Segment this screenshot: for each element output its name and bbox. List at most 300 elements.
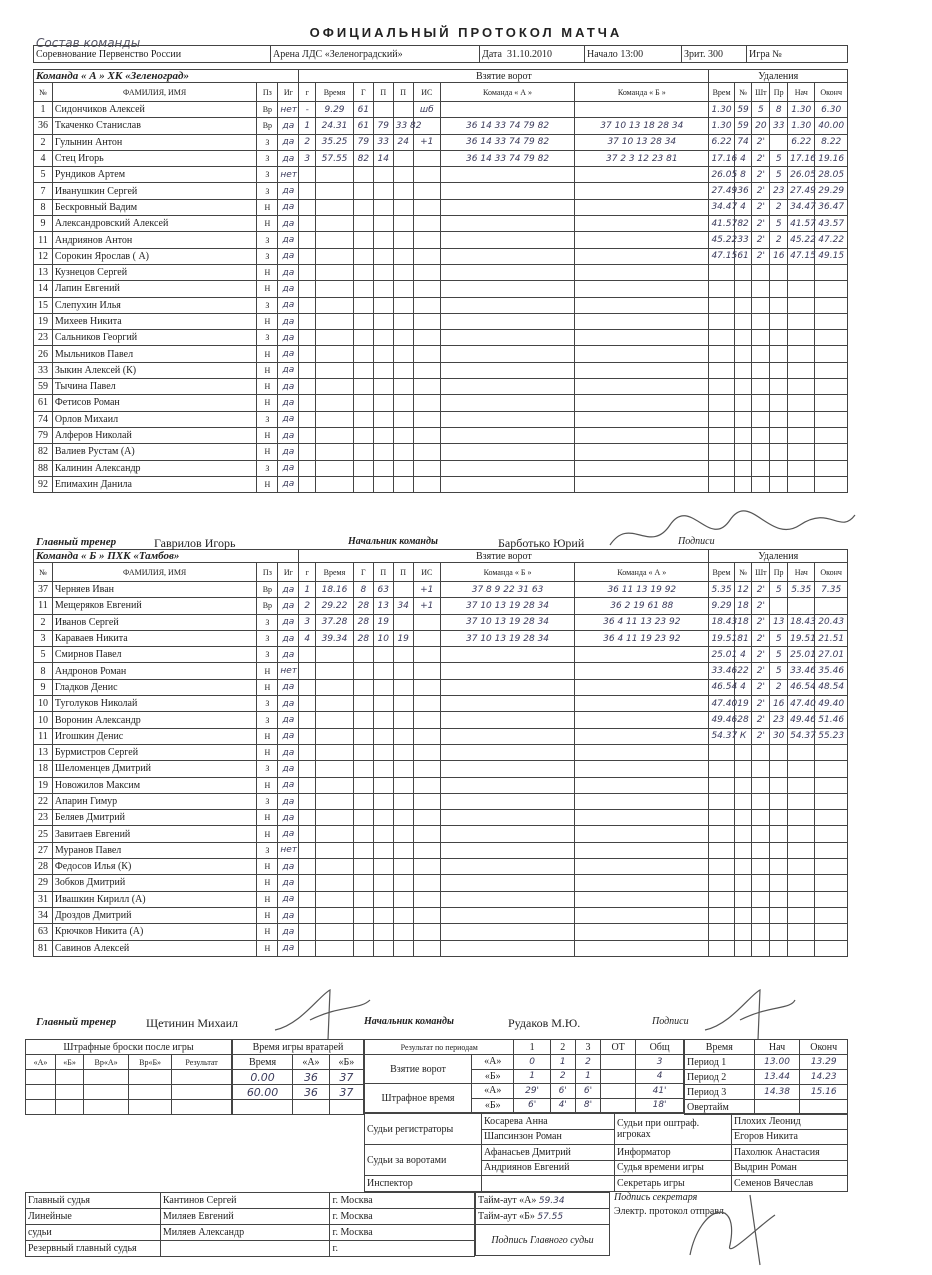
player-ps: 33.46 — [788, 663, 815, 679]
player-ta — [440, 924, 574, 940]
player-num: 2 — [34, 614, 53, 630]
player-name: Орлов Михаил — [52, 411, 257, 427]
player-c: 34 — [393, 598, 413, 614]
player-tb — [575, 476, 709, 492]
player-c — [393, 297, 413, 313]
player-pn — [734, 362, 752, 378]
player-time — [316, 907, 354, 923]
reg-2: Шапсинзон Роман — [482, 1129, 615, 1145]
player-num: 11 — [34, 232, 53, 248]
player-b — [373, 859, 393, 875]
player-g: да — [278, 630, 299, 646]
player-row — [34, 744, 848, 760]
player-goal_n — [299, 777, 316, 793]
player-name: Кузнецов Сергей — [52, 264, 257, 280]
reg-1: Косарева Анна — [482, 1114, 615, 1130]
player-pe — [815, 777, 848, 793]
player-ps — [788, 810, 815, 826]
referee-cell: Кантинов Сергей — [160, 1193, 330, 1209]
column-header: Пз — [257, 83, 278, 102]
player-name: Смирнов Павел — [52, 647, 257, 663]
goals-a-p3: 2 — [575, 1055, 600, 1070]
player-name: Игошкин Денис — [52, 728, 257, 744]
player-pr: 23 — [770, 712, 788, 728]
player-c — [393, 842, 413, 858]
player-a — [353, 826, 373, 842]
player-pe: 47.22 — [815, 232, 848, 248]
player-num: 8 — [34, 663, 53, 679]
player-ta: 37 8 9 22 31 63 — [440, 582, 574, 598]
player-num: 4 — [34, 150, 53, 166]
player-c — [393, 313, 413, 329]
player-pn — [734, 460, 752, 476]
player-pr — [770, 891, 788, 907]
player-pt — [709, 313, 734, 329]
player-time — [316, 826, 354, 842]
player-row — [34, 150, 848, 166]
player-time — [316, 216, 354, 232]
player-pe — [815, 761, 848, 777]
player-pm: 2' — [752, 199, 770, 215]
player-tb — [575, 842, 709, 858]
goals-b-p2: 2 — [550, 1069, 575, 1084]
player-pm: 2' — [752, 232, 770, 248]
player-num: 23 — [34, 330, 53, 346]
player-g: да — [278, 330, 299, 346]
player-tb — [575, 102, 709, 118]
player-num: 79 — [34, 427, 53, 443]
player-name: Шеломенцев Дмитрий — [52, 761, 257, 777]
player-c — [393, 460, 413, 476]
player-is — [413, 793, 440, 809]
player-ta — [440, 859, 574, 875]
player-pe — [815, 395, 848, 411]
b-label: «Б» — [472, 1069, 514, 1084]
player-pos: Н — [257, 362, 278, 378]
player-time: 57.55 — [316, 150, 354, 166]
player-num: 88 — [34, 460, 53, 476]
player-a — [353, 167, 373, 183]
player-num: 82 — [34, 444, 53, 460]
player-ps — [788, 940, 815, 956]
player-is — [413, 924, 440, 940]
player-tb — [575, 712, 709, 728]
player-ps — [788, 346, 815, 362]
player-pe — [815, 907, 848, 923]
column-header: Врем — [709, 83, 734, 102]
player-pt — [709, 476, 734, 492]
player-time — [316, 199, 354, 215]
player-pos: Вр — [257, 102, 278, 118]
player-pm — [752, 313, 770, 329]
teamB-manager: Рудаков М.Ю. — [508, 1016, 581, 1030]
player-pn: 36 — [734, 183, 752, 199]
player-pt: 46.54 — [709, 679, 734, 695]
player-pos: З — [257, 630, 278, 646]
player-g: да — [278, 362, 299, 378]
player-pe — [815, 842, 848, 858]
player-pe — [815, 940, 848, 956]
player-goal_n: 3 — [299, 614, 316, 630]
column-header: Пр — [770, 563, 788, 582]
player-ps: 26.05 — [788, 167, 815, 183]
player-c — [393, 875, 413, 891]
player-c — [393, 362, 413, 378]
player-a: 61 — [353, 118, 373, 134]
player-c — [393, 379, 413, 395]
timekeeper-label: Судья времени игры — [615, 1160, 732, 1176]
player-g: да — [278, 379, 299, 395]
player-pn: 4 — [734, 679, 752, 695]
player-g: да — [278, 859, 299, 875]
player-ps — [788, 924, 815, 940]
player-num: 12 — [34, 248, 53, 264]
column-header: № — [734, 563, 752, 582]
player-pm: 2' — [752, 248, 770, 264]
player-tb — [575, 744, 709, 760]
player-row — [34, 444, 848, 460]
player-ps — [788, 761, 815, 777]
player-pm — [752, 281, 770, 297]
referee-cell: Линейные — [26, 1209, 161, 1225]
team-title: Команда « Б » ПХК «Тамбов» — [34, 550, 299, 563]
player-pe — [815, 264, 848, 280]
referee-cell: Резервный главный судья — [26, 1241, 161, 1257]
player-name: Сальников Георгий — [52, 330, 257, 346]
player-row — [34, 614, 848, 630]
referee-cell: г. — [330, 1241, 475, 1257]
timeouts-table — [475, 1192, 610, 1256]
player-is — [413, 810, 440, 826]
player-pm — [752, 924, 770, 940]
player-time: 9.29 — [316, 102, 354, 118]
player-b — [373, 728, 393, 744]
player-pt: 19.51 — [709, 630, 734, 646]
player-pt — [709, 907, 734, 923]
player-pn — [734, 891, 752, 907]
player-g: да — [278, 712, 299, 728]
player-pr — [770, 875, 788, 891]
player-name: Федосов Илья (К) — [52, 859, 257, 875]
player-row — [34, 810, 848, 826]
player-b — [373, 102, 393, 118]
shootout-title: Штрафные броски после игры — [26, 1040, 232, 1055]
player-g: нет — [278, 102, 299, 118]
player-time — [316, 313, 354, 329]
player-row — [34, 297, 848, 313]
player-num: 3 — [34, 630, 53, 646]
player-name: Рундиков Артем — [52, 167, 257, 183]
player-pn — [734, 907, 752, 923]
player-tb — [575, 777, 709, 793]
player-ps — [788, 330, 815, 346]
player-pos: Н — [257, 346, 278, 362]
player-pm — [752, 444, 770, 460]
player-b: 10 — [373, 630, 393, 646]
player-a — [353, 232, 373, 248]
player-pn — [734, 940, 752, 956]
player-pn — [734, 411, 752, 427]
player-pe: 48.54 — [815, 679, 848, 695]
player-pt: 5.35 — [709, 582, 734, 598]
column-header: Время — [316, 563, 354, 582]
player-ta: 36 14 33 74 79 82 — [440, 150, 574, 166]
player-time — [316, 744, 354, 760]
player-pe: 28.05 — [815, 167, 848, 183]
player-pe: 20.43 — [815, 614, 848, 630]
player-a — [353, 216, 373, 232]
player-goal_n — [299, 313, 316, 329]
player-ta: 36 14 33 74 79 82 — [440, 118, 574, 134]
player-time — [316, 793, 354, 809]
player-goal_n: 3 — [299, 150, 316, 166]
player-ta — [440, 793, 574, 809]
player-pt — [709, 264, 734, 280]
player-ps — [788, 875, 815, 891]
referees-table — [25, 1192, 475, 1257]
player-pe: 43.57 — [815, 216, 848, 232]
player-num: 5 — [34, 647, 53, 663]
player-pos: Н — [257, 476, 278, 492]
player-b — [373, 663, 393, 679]
column-header: П — [373, 83, 393, 102]
player-ps: 46.54 — [788, 679, 815, 695]
player-name: Епимахин Данила — [52, 476, 257, 492]
player-num: 61 — [34, 395, 53, 411]
player-time — [316, 875, 354, 891]
player-name: Черняев Иван — [52, 582, 257, 598]
player-time — [316, 728, 354, 744]
player-is — [413, 476, 440, 492]
player-pe — [815, 346, 848, 362]
column-header: Нач — [788, 83, 815, 102]
shootout-table — [25, 1039, 232, 1115]
player-num: 29 — [34, 875, 53, 891]
player-c — [393, 647, 413, 663]
player-pt — [709, 842, 734, 858]
ptime-cell: 13.29 — [800, 1055, 848, 1070]
player-g: да — [278, 313, 299, 329]
player-pe: 36.47 — [815, 199, 848, 215]
secretary-sign-label: Подпись секретаря — [614, 1192, 698, 1203]
player-pe: 49.40 — [815, 696, 848, 712]
player-g: да — [278, 264, 299, 280]
player-num: 33 — [34, 362, 53, 378]
player-row — [34, 761, 848, 777]
player-is — [413, 679, 440, 695]
player-b — [373, 696, 393, 712]
player-pr: 16 — [770, 248, 788, 264]
player-time — [316, 346, 354, 362]
player-name: Новожилов Максим — [52, 777, 257, 793]
ptime-col: Оконч — [800, 1040, 848, 1055]
player-goal_n — [299, 216, 316, 232]
player-pr — [770, 793, 788, 809]
referee-cell: г. Москва — [330, 1209, 475, 1225]
player-pn — [734, 875, 752, 891]
player-row — [34, 167, 848, 183]
player-c — [393, 411, 413, 427]
player-a — [353, 379, 373, 395]
referee-cell: Миляев Евгений — [160, 1209, 330, 1225]
player-row — [34, 907, 848, 923]
pim-a-p1: 29' — [514, 1084, 550, 1099]
player-goal_n — [299, 362, 316, 378]
player-goal_n — [299, 744, 316, 760]
player-ta — [440, 102, 574, 118]
column-header: П — [393, 83, 413, 102]
player-ps — [788, 842, 815, 858]
player-b — [373, 379, 393, 395]
player-tb — [575, 248, 709, 264]
player-row — [34, 696, 848, 712]
player-time — [316, 712, 354, 728]
ptime-cell: Овертайм — [685, 1100, 755, 1115]
player-b: 79 — [373, 118, 393, 134]
player-pm: 2' — [752, 167, 770, 183]
player-tb — [575, 444, 709, 460]
player-num: 15 — [34, 297, 53, 313]
player-c — [393, 826, 413, 842]
player-b — [373, 460, 393, 476]
column-header: ИС — [413, 563, 440, 582]
player-pm — [752, 761, 770, 777]
player-pe: 8.22 — [815, 134, 848, 150]
player-num: 5 — [34, 167, 53, 183]
player-pt — [709, 411, 734, 427]
player-c — [393, 199, 413, 215]
player-pr — [770, 134, 788, 150]
player-ps: 47.40 — [788, 696, 815, 712]
player-pe — [815, 281, 848, 297]
player-pos: З — [257, 232, 278, 248]
player-name: Дроздов Дмитрий — [52, 907, 257, 923]
player-num: 8 — [34, 199, 53, 215]
player-pos: Н — [257, 313, 278, 329]
player-num: 14 — [34, 281, 53, 297]
player-a — [353, 907, 373, 923]
player-is — [413, 907, 440, 923]
secretary: Семенов Вячеслав — [732, 1176, 848, 1192]
player-name: Мыльников Павел — [52, 346, 257, 362]
column-header: Команда « Б » — [575, 83, 709, 102]
player-pn: 19 — [734, 696, 752, 712]
player-g: да — [278, 647, 299, 663]
player-g: да — [278, 826, 299, 842]
column-header: Г — [353, 563, 373, 582]
player-pn — [734, 427, 752, 443]
player-ta: 36 14 33 74 79 82 — [440, 134, 574, 150]
player-pt: 34.47 — [709, 199, 734, 215]
player-row — [34, 427, 848, 443]
player-is — [413, 199, 440, 215]
player-ta — [440, 826, 574, 842]
goals-header: Взятие ворот — [299, 550, 709, 563]
player-name: Зыкин Алексей (К) — [52, 362, 257, 378]
player-num: 63 — [34, 924, 53, 940]
player-pt — [709, 744, 734, 760]
player-pt: 18.43 — [709, 614, 734, 630]
player-b: 33 — [373, 134, 393, 150]
player-pn — [734, 395, 752, 411]
player-name: Караваев Никита — [52, 630, 257, 646]
player-ps — [788, 793, 815, 809]
player-a — [353, 460, 373, 476]
player-name: Гладков Денис — [52, 679, 257, 695]
player-time — [316, 859, 354, 875]
player-is — [413, 313, 440, 329]
player-pm — [752, 940, 770, 956]
player-tb — [575, 891, 709, 907]
player-row — [34, 346, 848, 362]
player-ta — [440, 663, 574, 679]
player-row — [34, 891, 848, 907]
player-pos: Вр — [257, 118, 278, 134]
player-pe: 51.46 — [815, 712, 848, 728]
player-b — [373, 476, 393, 492]
pim-b-p2: 4' — [550, 1098, 575, 1113]
player-time: 39.34 — [316, 630, 354, 646]
player-time — [316, 460, 354, 476]
column-header: ФАМИЛИЯ, ИМЯ — [52, 563, 257, 582]
player-row — [34, 582, 848, 598]
player-c — [393, 183, 413, 199]
player-is — [413, 460, 440, 476]
goalie-cell: 36 — [293, 1070, 330, 1085]
player-g: да — [278, 679, 299, 695]
player-time — [316, 232, 354, 248]
player-ta — [440, 216, 574, 232]
player-row — [34, 248, 848, 264]
player-goal_n — [299, 907, 316, 923]
player-pos: Н — [257, 810, 278, 826]
player-pm — [752, 395, 770, 411]
player-ps — [788, 907, 815, 923]
player-pm: 5 — [752, 102, 770, 118]
player-ps — [788, 281, 815, 297]
player-pos: Н — [257, 907, 278, 923]
player-pm — [752, 744, 770, 760]
player-goal_n — [299, 199, 316, 215]
player-pr — [770, 411, 788, 427]
player-c — [393, 712, 413, 728]
teamA-coach: Гаврилов Игорь — [154, 536, 236, 550]
player-pn: 4 — [734, 647, 752, 663]
teamA-manager: Барботько Юрий — [498, 536, 585, 550]
player-is — [413, 444, 440, 460]
player-row — [34, 102, 848, 118]
player-c — [393, 582, 413, 598]
player-name: Савинов Алексей — [52, 940, 257, 956]
player-pe: 55.23 — [815, 728, 848, 744]
player-pr: 16 — [770, 696, 788, 712]
player-tb — [575, 379, 709, 395]
player-g: да — [278, 744, 299, 760]
player-tb — [575, 761, 709, 777]
player-ps — [788, 859, 815, 875]
player-pos: З — [257, 248, 278, 264]
player-goal_n — [299, 810, 316, 826]
player-pe: 7.35 — [815, 582, 848, 598]
player-name: Иванушкин Сергей — [52, 183, 257, 199]
player-num: 34 — [34, 907, 53, 923]
goals-b-total: 4 — [636, 1069, 684, 1084]
player-name: Калинин Александр — [52, 460, 257, 476]
shootout-col: Вр«А» — [84, 1055, 129, 1070]
player-goal_n — [299, 712, 316, 728]
player-name: Гулынин Антон — [52, 134, 257, 150]
player-a: 28 — [353, 614, 373, 630]
